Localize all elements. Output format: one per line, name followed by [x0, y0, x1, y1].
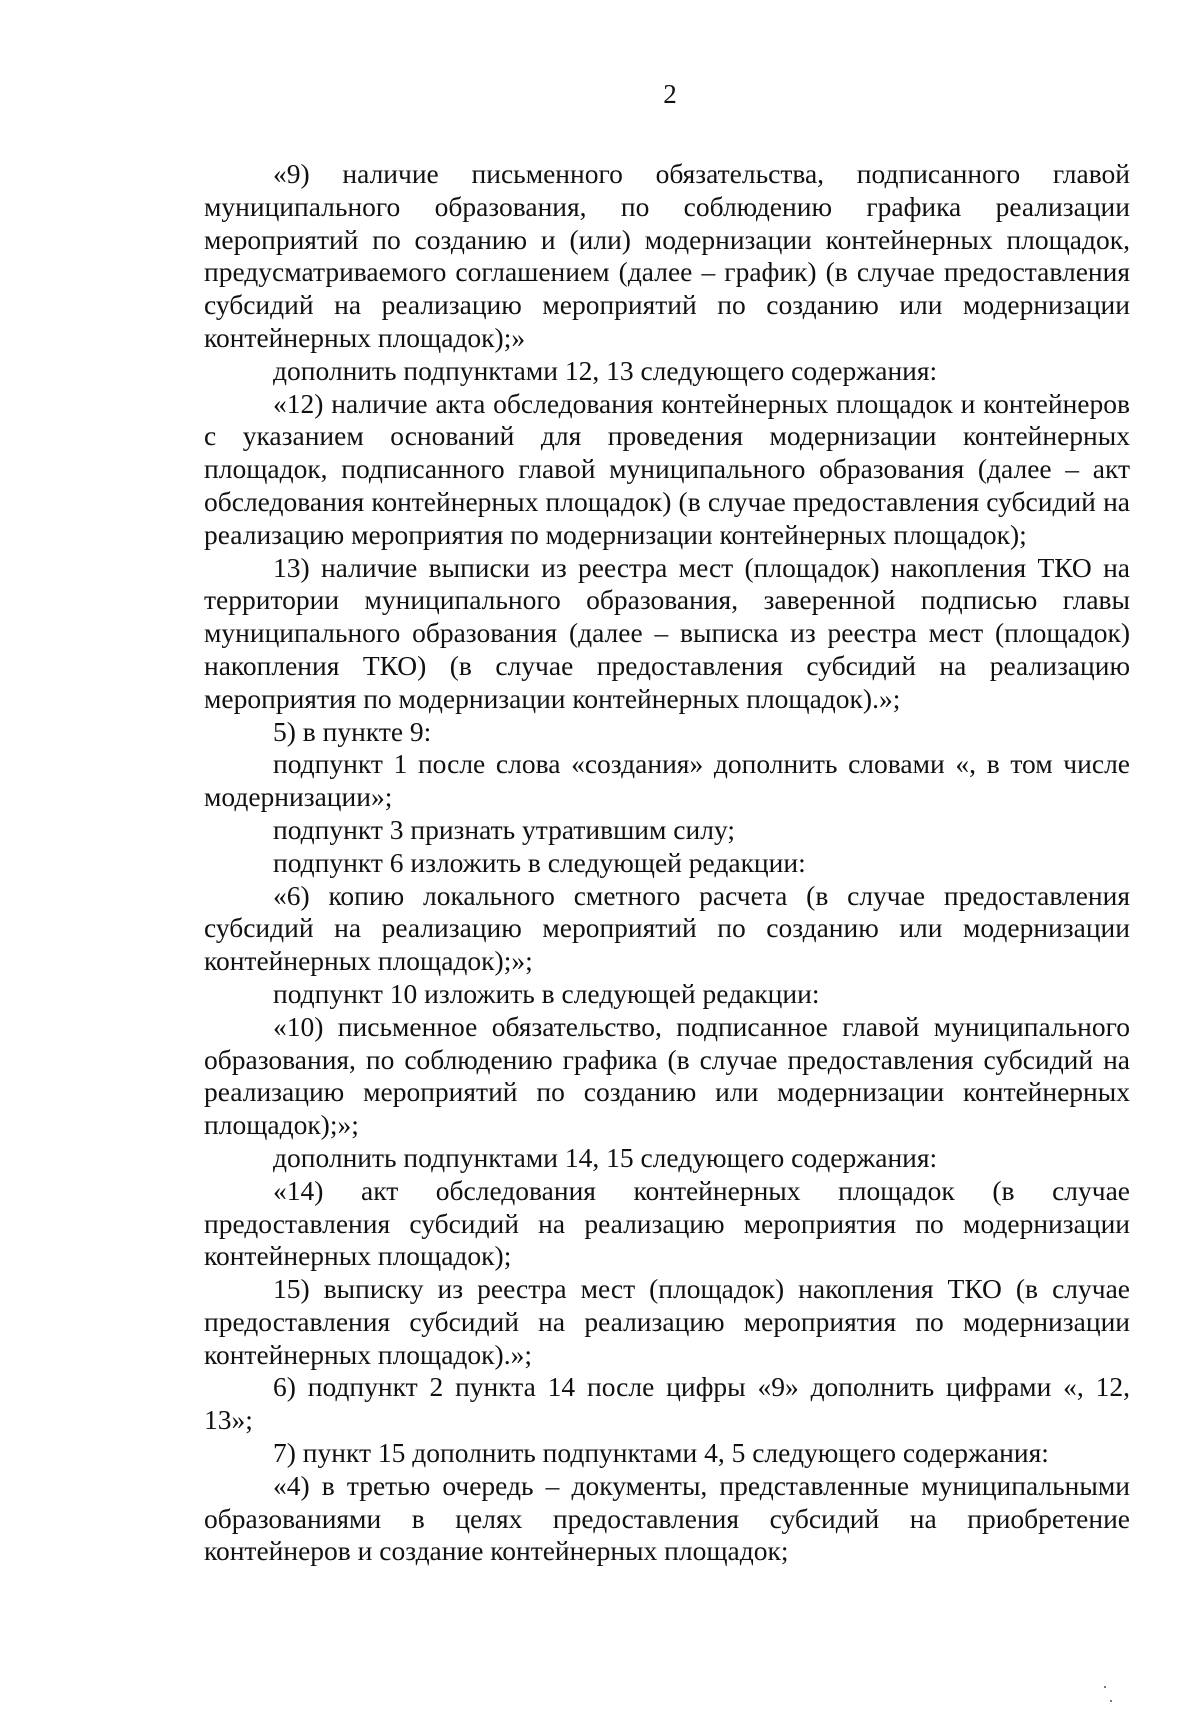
- paragraph-subitem-10-text: «10) письменное обязательство, подписанное главой муниципального образования, по соблюдению графика (в случае предоставления субсидий на реализацию мероприятий по созданию или модернизации контейнерных площадок);»;: [204, 1010, 1130, 1141]
- paragraph-clause-7: 7) пункт 15 дополнить подпунктами 4, 5 следующего содержания:: [273, 1437, 1049, 1469]
- paragraph-add-subitems-12-13: дополнить подпунктами 12, 13 следующего содержания:: [273, 354, 938, 386]
- document-body: [204, 158, 1130, 1568]
- paragraph-item-4: «4) в третью очередь – документы, представленные муниципальными образованиями в целях предоставления субсидий на приобретение контейнеров и создание контейнерных площадок;: [204, 1469, 1130, 1567]
- paragraph-subitem-10-intro: подпункт 10 изложить в следующей редакции:: [273, 977, 820, 1009]
- paragraph-subitem-6-intro: подпункт 6 изложить в следующей редакции:: [273, 846, 806, 878]
- paragraph-add-subitems-14-15: дополнить подпунктами 14, 15 следующего содержания:: [273, 1141, 938, 1173]
- paragraph-clause-5: 5) в пункте 9:: [273, 715, 432, 747]
- scan-speck: [1104, 1686, 1106, 1688]
- paragraph-subitem-1: подпункт 1 после слова «создания» дополнить словами «, в том числе модернизации»;: [204, 748, 1130, 813]
- paragraph-item-12: «12) наличие акта обследования контейнерных площадок и контейнеров с указанием оснований для проведения модернизации контейнерных площадок, подписанного главой муниципального образования (далее – акт обследования контейнерных площадок) (в случае предоставления субсидий на реализацию мероприятия по модернизации контейнерных площадок);: [204, 387, 1130, 550]
- paragraph-item-15: 15) выписку из реестра мест (площадок) накопления ТКО (в случае предоставления субсидий на реализацию мероприятия по модернизации контейнерных площадок).»;: [204, 1273, 1130, 1370]
- paragraph-item-13: 13) наличие выписки из реестра мест (площадок) накопления ТКО на территории муниципального образования, заверенной подписью главы муниципального образования (далее – выписка из реестра мест (площадок) накопления ТКО) (в случае предоставления субсидий на реализацию мероприятия по модернизации контейнерных площадок).»;: [204, 551, 1130, 714]
- page-number: 2: [663, 79, 677, 109]
- paragraph-clause-6: 6) подпункт 2 пункта 14 после цифры «9» дополнить цифрами «, 12, 13»;: [204, 1371, 1130, 1436]
- paragraph-subitem-3: подпункт 3 признать утратившим силу;: [273, 813, 735, 845]
- paragraph-item-14: «14) акт обследования контейнерных площадок (в случае предоставления субсидий на реализацию мероприятия по модернизации контейнерных площадок);: [204, 1174, 1130, 1272]
- scan-speck: [1110, 1700, 1112, 1702]
- paragraph-item-9: «9) наличие письменного обязательства, подписанного главой муниципального образования, по соблюдению графика реализации мероприятий по созданию и (или) модернизации контейнерных площадок, предусматриваемого соглашением (далее – график) (в случае предоставления субсидий на реализацию мероприятий по созданию или модернизации контейнерных площадок);»: [204, 158, 1130, 353]
- paragraph-subitem-6-text: «6) копию локального сметного расчета (в случае предоставления субсидий на реализацию мероприятий по созданию или модернизации контейнерных площадок);»;: [204, 879, 1130, 977]
